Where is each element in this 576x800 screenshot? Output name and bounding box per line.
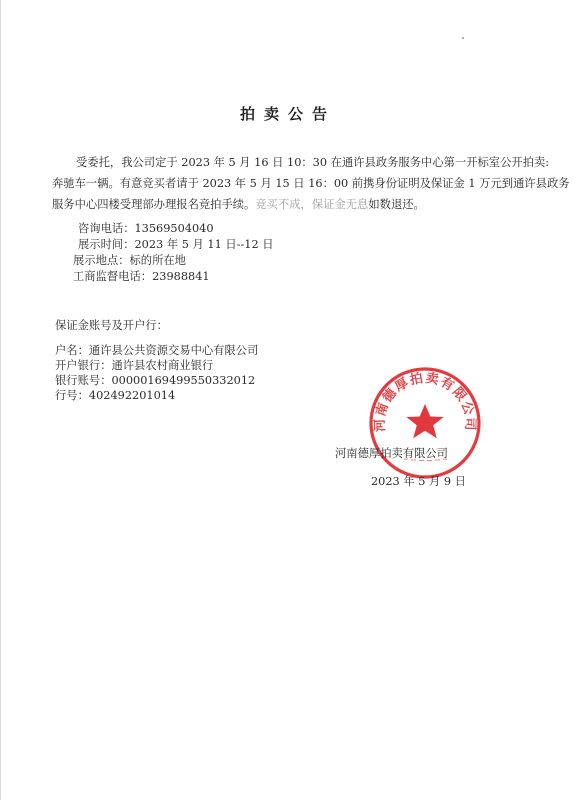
consult-phone: 咨询电话：13569504040	[78, 222, 214, 235]
seal-star-icon	[406, 404, 443, 438]
body-line-3	[52, 194, 425, 215]
signature-date: 2023 年 5 月 9 日	[371, 475, 466, 488]
exhibit-place: 展示地点：标的所在地	[73, 254, 186, 267]
body-line-3-end: 如数退还。	[368, 198, 425, 211]
company-seal	[368, 366, 482, 480]
signature-company: 河南德厚拍卖有限公司	[335, 447, 448, 460]
account-number: 银行账号：000001694995503320​12	[55, 374, 256, 387]
body-line-1: 受委托，我公司定于 2023 年 5 月 16 日 10：30 在通许县政务服务中心第一开标室公开拍卖:	[76, 156, 550, 169]
account-bank: 开户银行：通许县农村商业银行	[55, 359, 214, 372]
body-line-3-main: 服务中心四楼受理部办理报名竞拍手续。	[52, 198, 256, 211]
exhibit-time: 展示时间：2023 年 5 月 11 日--12 日	[78, 238, 274, 251]
scan-speck	[462, 37, 464, 39]
account-name: 户名：通许县公共资源交易中心有限公司	[55, 344, 259, 357]
bank-code: 行号：402492201014	[55, 389, 176, 402]
notice-title: 拍卖公告	[239, 105, 336, 123]
supervision-phone: 工商监督电话：23988841	[73, 270, 210, 283]
account-heading: 保证金账号及开户行：	[55, 319, 168, 332]
seal-text: 河南德厚拍卖有限公司	[372, 370, 478, 433]
body-line-3-faint: 竞买不成，保证金无息	[255, 198, 369, 211]
body-line-2: 奔驰车一辆。有意竞买者请于 2023 年 5 月 15 日 16：00 前携身份证明及保证金 1 万元到通许县政务	[52, 177, 570, 190]
